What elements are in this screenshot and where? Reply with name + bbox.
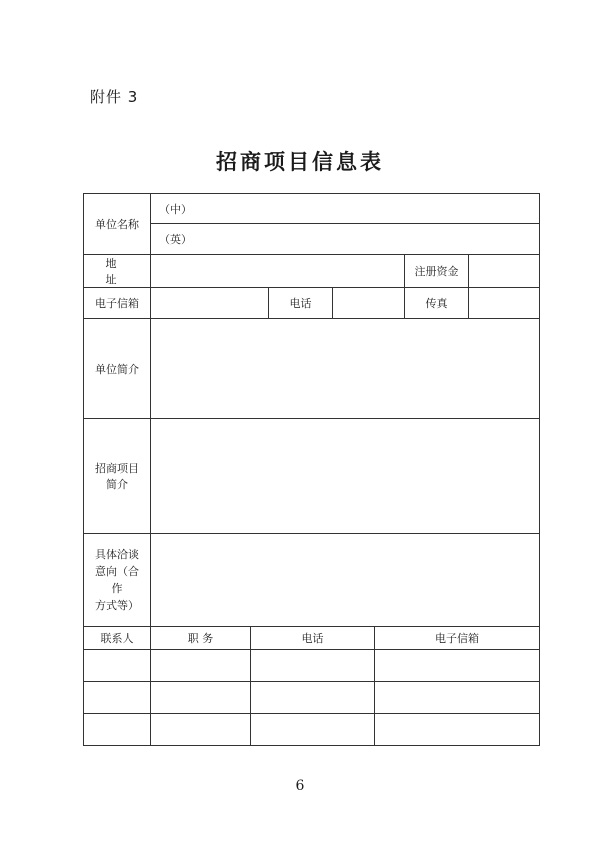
intent-field[interactable] xyxy=(151,534,540,627)
registered-capital-label: 注册资金 xyxy=(405,255,469,288)
contact-header-name: 联系人 xyxy=(84,627,151,650)
intent-label-line1: 具体洽谈 xyxy=(95,548,139,561)
address-field[interactable] xyxy=(151,255,405,288)
contact-phone-cell[interactable] xyxy=(251,714,375,746)
contact-position-cell[interactable] xyxy=(151,714,251,746)
page-title: 招商项目信息表 xyxy=(216,149,384,174)
contact-email-cell[interactable] xyxy=(375,650,540,682)
intent-label-line3: 方式等） xyxy=(95,599,139,612)
unit-name-en-prefix: （英） xyxy=(159,233,192,246)
contact-name-cell[interactable] xyxy=(84,650,151,682)
phone-label: 电话 xyxy=(269,288,333,319)
contact-phone-cell[interactable] xyxy=(251,682,375,714)
contact-email-cell[interactable] xyxy=(375,682,540,714)
contact-row xyxy=(84,714,540,746)
project-intro-field[interactable] xyxy=(151,419,540,534)
project-intro-label-line2: 简介 xyxy=(106,478,128,491)
unit-name-cn-field[interactable] xyxy=(151,194,540,224)
contact-email-cell[interactable] xyxy=(375,714,540,746)
intent-label-line2: 意向（合作 xyxy=(95,565,139,595)
registered-capital-field[interactable] xyxy=(469,255,540,288)
unit-name-label: 单位名称 xyxy=(84,194,151,255)
project-intro-label-line1: 招商项目 xyxy=(95,462,139,475)
contact-header-email: 电子信箱 xyxy=(375,627,540,650)
phone-field[interactable] xyxy=(333,288,405,319)
email-field[interactable] xyxy=(151,288,269,319)
unit-intro-field[interactable] xyxy=(151,319,540,419)
intent-label xyxy=(84,534,151,627)
info-form-table xyxy=(83,193,540,746)
unit-name-cn-prefix: （中） xyxy=(159,202,192,216)
email-label: 电子信箱 xyxy=(84,288,151,319)
contact-phone-cell[interactable] xyxy=(251,650,375,682)
unit-intro-label: 单位简介 xyxy=(84,319,151,419)
contact-row xyxy=(84,682,540,714)
unit-name-en-field[interactable] xyxy=(151,224,540,255)
address-label: 地 址 xyxy=(84,255,151,288)
contact-position-cell[interactable] xyxy=(151,682,251,714)
contact-name-cell[interactable] xyxy=(84,714,151,746)
project-intro-label xyxy=(84,419,151,534)
contact-row xyxy=(84,650,540,682)
contact-header-phone: 电话 xyxy=(251,627,375,650)
page-number: 6 xyxy=(295,778,305,794)
contact-header-position: 职 务 xyxy=(151,627,251,650)
contact-name-cell[interactable] xyxy=(84,682,151,714)
fax-label: 传真 xyxy=(405,288,469,319)
contact-position-cell[interactable] xyxy=(151,650,251,682)
fax-field[interactable] xyxy=(469,288,540,319)
attachment-label: 附件 3 xyxy=(90,88,139,106)
